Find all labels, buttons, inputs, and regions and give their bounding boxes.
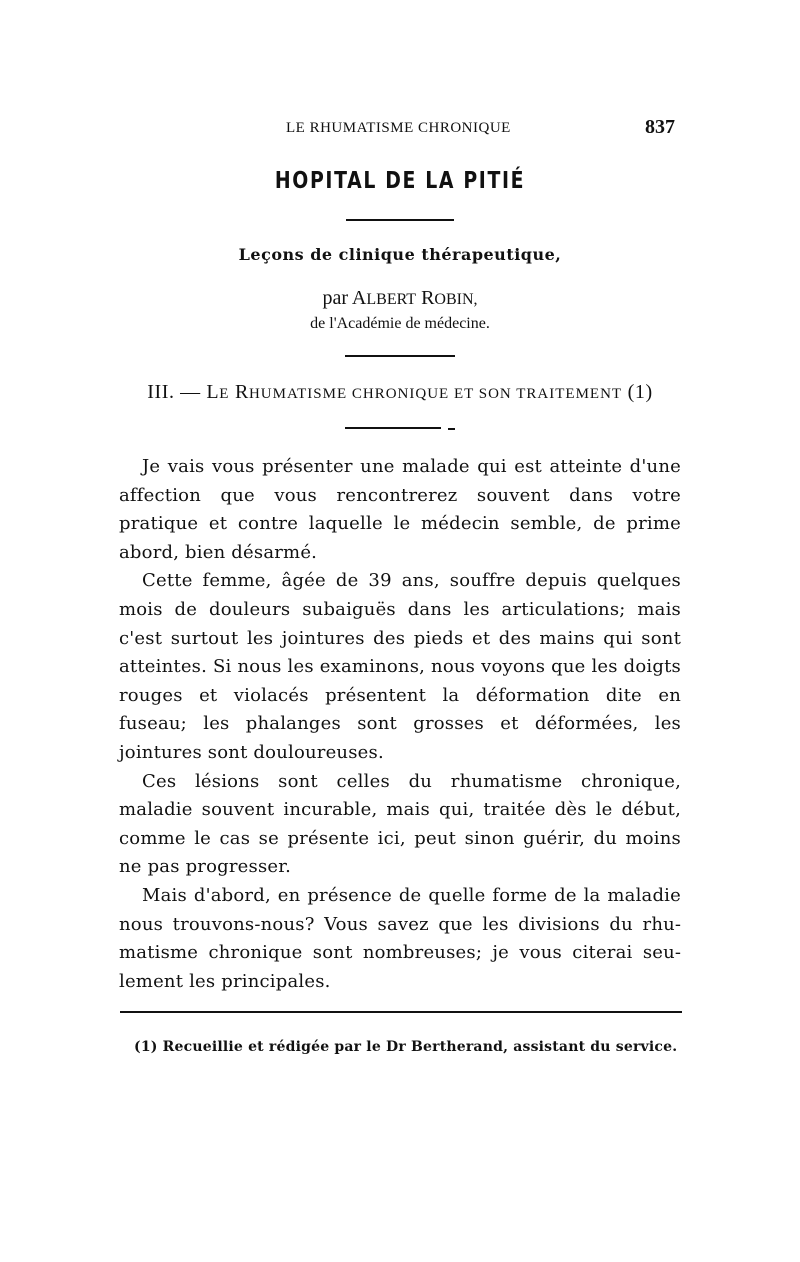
chapter-heading	[0, 381, 800, 404]
divider-rule	[345, 427, 441, 429]
lecture-subtitle: Leçons de clinique thérapeutique,	[238, 245, 562, 264]
author-last-initial: R	[421, 287, 435, 309]
chapter-title-initial-2: R	[235, 381, 249, 403]
divider-rule	[346, 219, 454, 221]
chapter-number: III. —	[147, 381, 201, 403]
chapter-title-e: E	[219, 386, 230, 402]
divider-rule	[345, 355, 455, 357]
paragraph: Ces lésions sont celles du rhumatisme chronique, maladie souvent incurable, mais qui, traitée dès le début, comme le cas se présente ici, peut sinon guérir, du moins ne pas progresser.	[119, 770, 681, 878]
author-first-initial: A	[351, 287, 367, 309]
author-affiliation: de l'Académie de médecine.	[310, 315, 490, 332]
author-first-rest: LBERT	[366, 291, 417, 308]
body-text	[119, 453, 681, 996]
paragraph: Je vais vous présenter une malade qui est atteinte d'une affection que vous rencontrerez souvent dans votre pratique et contre laquelle le médecin semble, de prime abord, bien désarmé.	[119, 456, 681, 563]
paragraph: Mais d'abord, en présence de quelle forme de la maladie nous trouvons-nous? Vous savez que les divisions du rhumatisme chronique sont nombreuses; je vous citerai seulement les principales.	[119, 884, 681, 992]
chapter-title-rest: HUMATISME CHRONIQUE ET SON TRAITEMENT	[248, 386, 623, 402]
running-title: LE RHUMATISME CHRONIQUE	[286, 120, 511, 136]
paragraph: Cette femme, âgée de 39 ans, souffre depuis quelques mois de douleurs subaiguës dans les articulations; mais c'est surtout les jointures des pieds et des mains qui sont atteintes. Si nous les examinons, nous voyons que les doigts rouges et violacés présentent la déformation dite en fuseau; les phalanges sont grosses et déformées, les jointures sont douloureuses.	[119, 570, 681, 763]
author-line	[0, 287, 800, 310]
footnote-reference: (1)	[627, 381, 653, 403]
chapter-title-initial: L	[206, 381, 220, 403]
running-head	[0, 116, 800, 140]
author-prefix: par	[322, 287, 349, 309]
hospital-title: HOPITAL DE LA PITIÉ	[274, 168, 526, 194]
page-number: 837	[645, 116, 675, 138]
divider-rule-dash	[448, 428, 455, 430]
author-last-rest: OBIN,	[434, 291, 478, 308]
footnote-rule	[120, 1011, 682, 1013]
footnote: (1) Recueillie et rédigée par le Dr Bertherand, assistant du service.	[134, 1039, 678, 1055]
